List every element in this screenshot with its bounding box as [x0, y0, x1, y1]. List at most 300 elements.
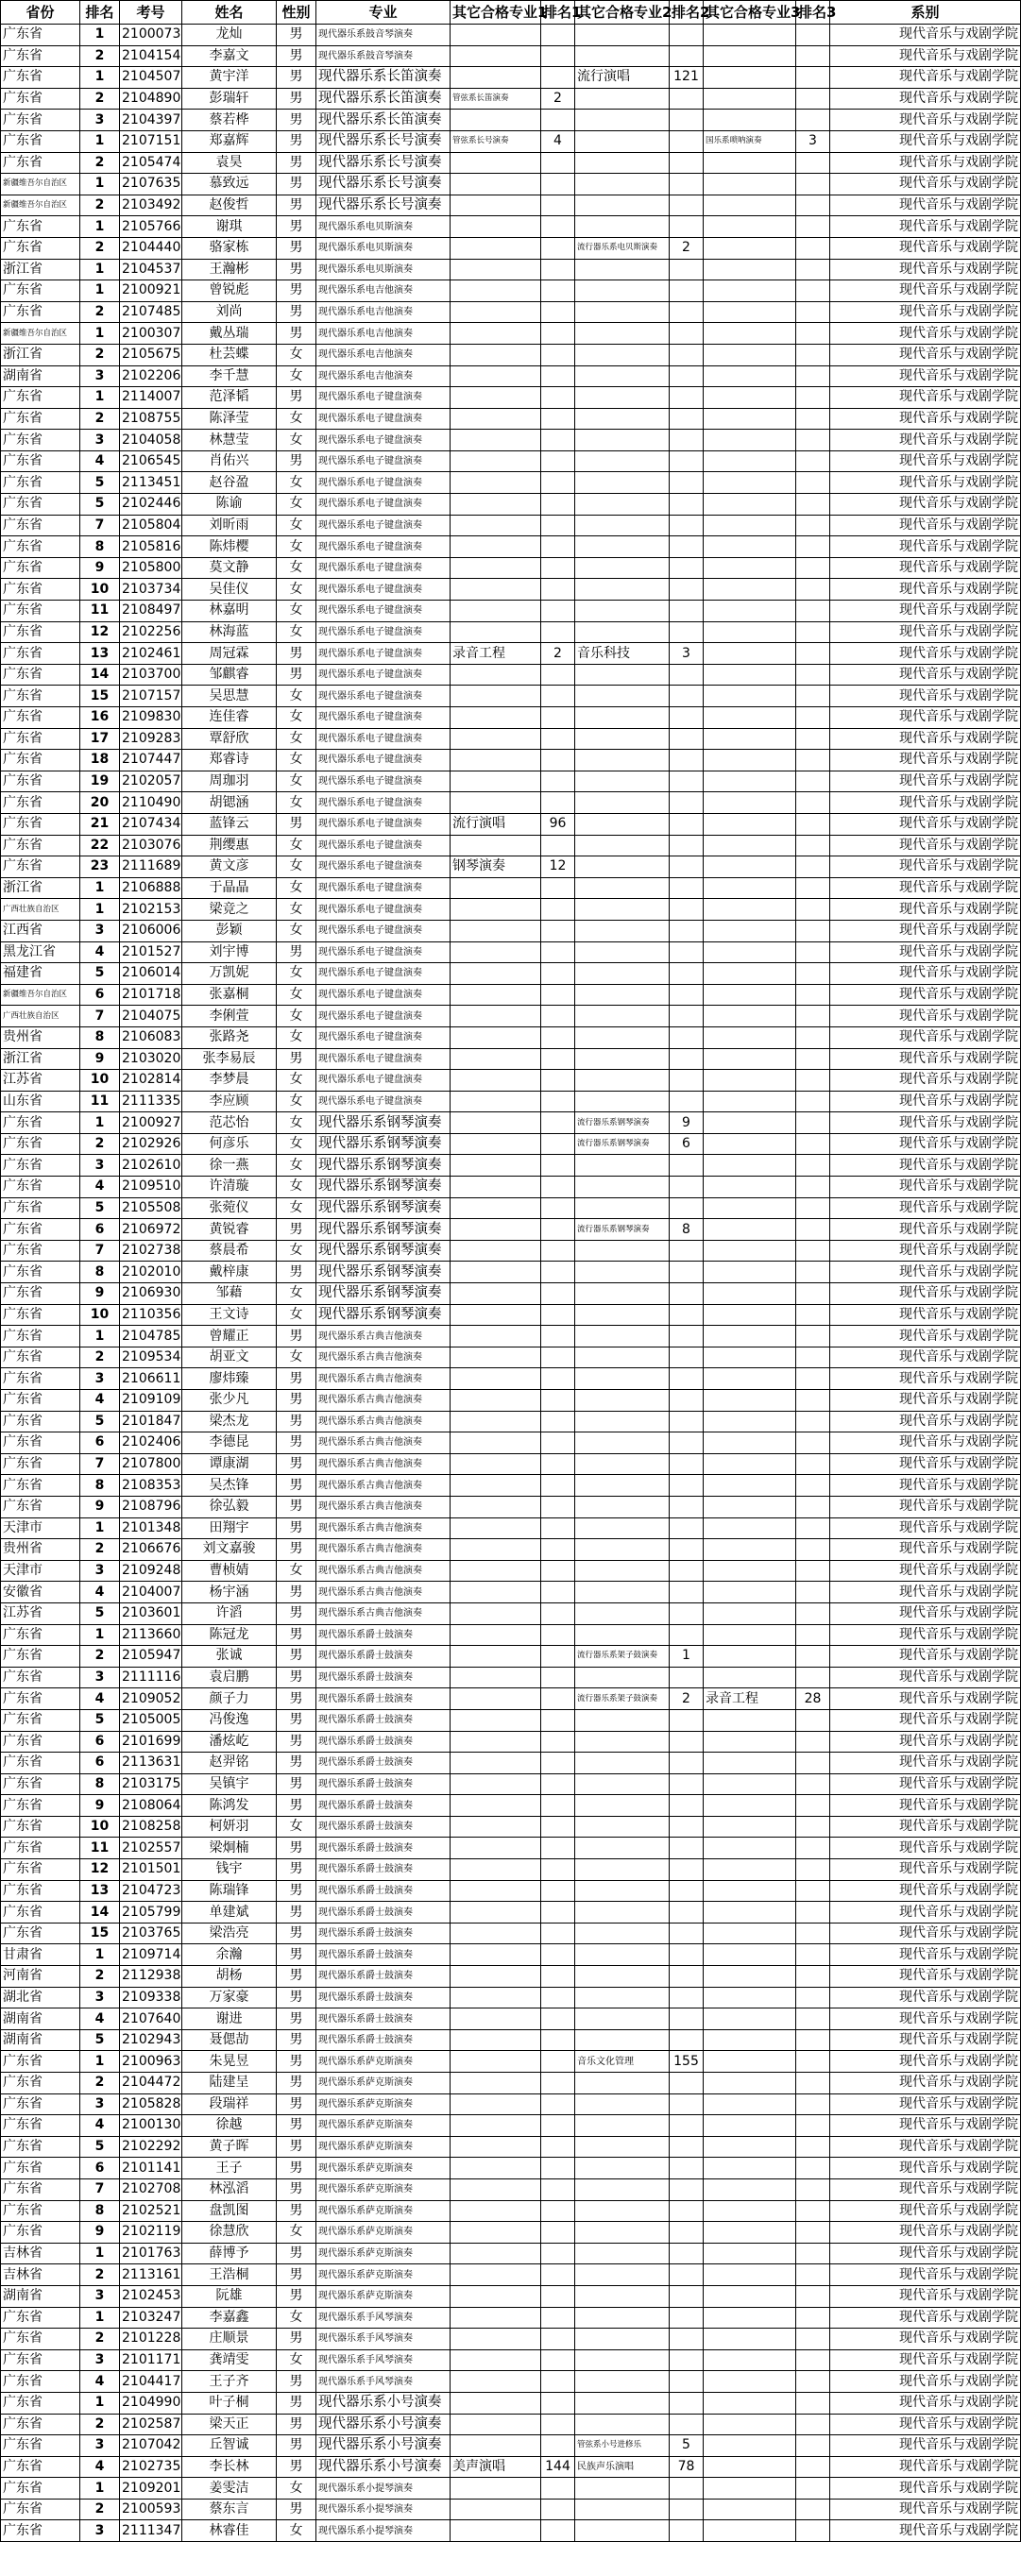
rank-1-cell: [541, 1773, 575, 1795]
rank-2-cell: [670, 110, 704, 131]
province-cell: 广东省: [1, 1304, 80, 1326]
table-row: [1, 877, 1021, 899]
rank-3-cell: [796, 2456, 830, 2478]
province-cell: 浙江省: [1, 259, 80, 280]
table-row: [1, 1688, 1021, 1710]
other-major-2-cell: [575, 1602, 670, 1624]
department-cell: 现代音乐与戏剧学院: [830, 88, 1021, 110]
table-row: [1, 1966, 1021, 1988]
other-major-2-cell: [575, 1880, 670, 1902]
department-cell: 现代音乐与戏剧学院: [830, 1624, 1021, 1646]
exam-number-cell: 2102119: [120, 2222, 182, 2244]
other-major-3-cell: [704, 941, 796, 963]
exam-number-cell: 2106545: [120, 450, 182, 472]
other-major-1-cell: [451, 664, 541, 686]
gender-cell: 男: [277, 1624, 316, 1646]
other-major-2-cell: [575, 1709, 670, 1731]
other-major-2-cell: [575, 1475, 670, 1497]
exam-number-cell: 2106972: [120, 1219, 182, 1241]
province-cell: 甘肃省: [1, 1944, 80, 1966]
other-major-3-cell: [704, 408, 796, 430]
gender-cell: 男: [277, 1923, 316, 1944]
gender-cell: 男: [277, 813, 316, 835]
rank-1-cell: [541, 920, 575, 941]
other-major-3-cell: [704, 1475, 796, 1497]
rank-2-cell: [670, 1347, 704, 1368]
rank-3-cell: [796, 430, 830, 451]
rank-3-cell: [796, 110, 830, 131]
rank-1-cell: [541, 344, 575, 365]
rank-cell: 3: [80, 1368, 120, 1390]
table-row: [1, 67, 1021, 89]
major-cell: 现代器乐系古典吉他演奏: [316, 1326, 451, 1347]
other-major-3-cell: [704, 1838, 796, 1859]
other-major-2-cell: [575, 2371, 670, 2393]
gender-cell: 男: [277, 1602, 316, 1624]
gender-cell: 男: [277, 1731, 316, 1753]
rank-2-cell: [670, 344, 704, 365]
rank-1-cell: [541, 1880, 575, 1902]
department-cell: 现代音乐与戏剧学院: [830, 1026, 1021, 1048]
exam-number-cell: 2100307: [120, 323, 182, 345]
department-cell: 现代音乐与戏剧学院: [830, 813, 1021, 835]
gender-cell: 男: [277, 643, 316, 665]
major-cell: 现代器乐系萨克斯演奏: [316, 2073, 451, 2094]
rank-1-cell: [541, 1667, 575, 1688]
gender-cell: 女: [277, 2222, 316, 2244]
rank-2-cell: 8: [670, 1219, 704, 1241]
name-cell: 林睿佳: [182, 2520, 277, 2542]
rank-2-cell: [670, 1155, 704, 1177]
exam-number-cell: 2104058: [120, 430, 182, 451]
rank-1-cell: [541, 237, 575, 259]
rank-3-cell: [796, 1795, 830, 1817]
department-cell: 现代音乐与戏剧学院: [830, 2222, 1021, 2244]
exam-number-cell: 2104990: [120, 2392, 182, 2414]
other-major-2-cell: [575, 365, 670, 387]
rank-cell: 3: [80, 1155, 120, 1177]
rank-3-cell: [796, 365, 830, 387]
rank-1-cell: [541, 1709, 575, 1731]
province-cell: 黑龙江省: [1, 941, 80, 963]
major-cell: 现代器乐系爵士鼓演奏: [316, 1731, 451, 1753]
exam-number-cell: 2109248: [120, 1560, 182, 1582]
name-cell: 连佳睿: [182, 707, 277, 729]
major-cell: 现代器乐系电子键盘演奏: [316, 920, 451, 941]
other-major-3-cell: [704, 2073, 796, 2094]
other-major-2-cell: [575, 2136, 670, 2158]
rank-1-cell: [541, 2264, 575, 2286]
major-cell: 现代器乐系电子键盘演奏: [316, 750, 451, 771]
rank-2-cell: [670, 1177, 704, 1198]
other-major-1-cell: [451, 1816, 541, 1838]
other-major-1-cell: 美声演唱: [451, 2456, 541, 2478]
other-major-2-cell: [575, 1667, 670, 1688]
rank-2-cell: [670, 515, 704, 536]
major-cell: 现代器乐系电吉他演奏: [316, 301, 451, 323]
rank-2-cell: [670, 1987, 704, 2008]
rank-1-cell: [541, 2307, 575, 2329]
major-cell: 现代器乐系手风琴演奏: [316, 2349, 451, 2371]
name-cell: 王浩桐: [182, 2264, 277, 2286]
major-cell: 现代器乐系电子键盘演奏: [316, 963, 451, 985]
other-major-2-cell: [575, 195, 670, 216]
name-cell: 阮雄: [182, 2285, 277, 2307]
other-major-1-cell: [451, 2158, 541, 2179]
exam-number-cell: 2100921: [120, 280, 182, 302]
exam-number-cell: 2105474: [120, 152, 182, 174]
rank-2-cell: [670, 472, 704, 494]
department-cell: 现代音乐与戏剧学院: [830, 1773, 1021, 1795]
other-major-2-cell: [575, 835, 670, 856]
rank-3-cell: [796, 664, 830, 686]
exam-number-cell: 2105675: [120, 344, 182, 365]
name-cell: 梁杰龙: [182, 1411, 277, 1432]
other-major-3-cell: [704, 2243, 796, 2264]
rank-1-cell: [541, 2414, 575, 2435]
other-major-2-cell: [575, 152, 670, 174]
province-cell: 广东省: [1, 771, 80, 792]
name-cell: 梁浩亮: [182, 1923, 277, 1944]
name-cell: 李应顾: [182, 1091, 277, 1112]
name-cell: 龚靖雯: [182, 2349, 277, 2371]
other-major-3-cell: [704, 2264, 796, 2286]
exam-number-cell: 2101348: [120, 1517, 182, 1539]
exam-number-cell: 2110490: [120, 792, 182, 814]
department-cell: 现代音乐与戏剧学院: [830, 1560, 1021, 1582]
gender-cell: 女: [277, 686, 316, 707]
rank-3-cell: [796, 984, 830, 1006]
header-gender: 性别: [277, 1, 316, 25]
table-row: [1, 813, 1021, 835]
rank-cell: 8: [80, 1026, 120, 1048]
rank-cell: 3: [80, 2093, 120, 2115]
table-row: [1, 2499, 1021, 2520]
rank-2-cell: [670, 1390, 704, 1412]
other-major-3-cell: [704, 1453, 796, 1475]
department-cell: 现代音乐与戏剧学院: [830, 472, 1021, 494]
rank-cell: 23: [80, 856, 120, 878]
name-cell: 彭瑞轩: [182, 88, 277, 110]
exam-number-cell: 2105816: [120, 536, 182, 558]
gender-cell: 女: [277, 899, 316, 921]
exam-number-cell: 2107042: [120, 2435, 182, 2457]
exam-number-cell: 2102256: [120, 621, 182, 643]
rank-1-cell: [541, 1112, 575, 1134]
other-major-3-cell: [704, 450, 796, 472]
table-row: [1, 2285, 1021, 2307]
other-major-3-cell: [704, 2307, 796, 2329]
gender-cell: 男: [277, 130, 316, 152]
exam-number-cell: 2111335: [120, 1091, 182, 1112]
province-cell: 广东省: [1, 2200, 80, 2222]
other-major-1-cell: [451, 1902, 541, 1924]
rank-1-cell: [541, 301, 575, 323]
rank-3-cell: [796, 1453, 830, 1475]
rank-cell: 9: [80, 1795, 120, 1817]
rank-1-cell: [541, 1582, 575, 1603]
name-cell: 郑睿诗: [182, 750, 277, 771]
other-major-2-cell: [575, 450, 670, 472]
other-major-2-cell: [575, 1624, 670, 1646]
exam-number-cell: 2101527: [120, 941, 182, 963]
major-cell: 现代器乐系爵士鼓演奏: [316, 1646, 451, 1668]
rank-3-cell: [796, 1667, 830, 1688]
table-row: [1, 1453, 1021, 1475]
name-cell: 张李易辰: [182, 1048, 277, 1070]
rank-cell: 3: [80, 1560, 120, 1582]
other-major-1-cell: [451, 1646, 541, 1668]
other-major-2-cell: [575, 1262, 670, 1283]
rank-cell: 2: [80, 45, 120, 67]
rank-2-cell: [670, 365, 704, 387]
gender-cell: 女: [277, 1283, 316, 1305]
rank-cell: 1: [80, 2478, 120, 2500]
province-cell: 广东省: [1, 2349, 80, 2371]
gender-cell: 男: [277, 2499, 316, 2520]
rank-1-cell: [541, 1006, 575, 1027]
other-major-3-cell: [704, 2371, 796, 2393]
rank-3-cell: [796, 1582, 830, 1603]
other-major-3-cell: [704, 1177, 796, 1198]
table-row: [1, 1560, 1021, 1582]
table-row: [1, 1091, 1021, 1112]
rank-1-cell: [541, 2285, 575, 2307]
other-major-1-cell: [451, 2371, 541, 2393]
other-major-2-cell: [575, 621, 670, 643]
rank-1-cell: [541, 515, 575, 536]
table-row: [1, 536, 1021, 558]
table-row: [1, 1923, 1021, 1944]
major-cell: 现代器乐系电子键盘演奏: [316, 430, 451, 451]
rank-cell: 3: [80, 920, 120, 941]
header-row: [1, 1, 1021, 25]
rank-cell: 5: [80, 1197, 120, 1219]
table-row: [1, 1475, 1021, 1497]
major-cell: 现代器乐系古典吉他演奏: [316, 1602, 451, 1624]
name-cell: 李嘉文: [182, 45, 277, 67]
other-major-3-cell: [704, 835, 796, 856]
rank-3-cell: [796, 1624, 830, 1646]
department-cell: 现代音乐与戏剧学院: [830, 2073, 1021, 2094]
rank-2-cell: [670, 152, 704, 174]
exam-number-cell: 2106930: [120, 1283, 182, 1305]
other-major-1-cell: [451, 494, 541, 516]
rank-2-cell: 155: [670, 2051, 704, 2073]
rank-2-cell: [670, 1070, 704, 1092]
other-major-3-cell: [704, 174, 796, 195]
gender-cell: 女: [277, 1816, 316, 1838]
department-cell: 现代音乐与戏剧学院: [830, 1368, 1021, 1390]
major-cell: 现代器乐系电子键盘演奏: [316, 472, 451, 494]
rank-1-cell: [541, 2200, 575, 2222]
rank-2-cell: [670, 387, 704, 409]
major-cell: 现代器乐系钢琴演奏: [316, 1219, 451, 1241]
department-cell: 现代音乐与戏剧学院: [830, 536, 1021, 558]
other-major-1-cell: [451, 621, 541, 643]
table-row: [1, 1326, 1021, 1347]
table-row: [1, 1646, 1021, 1668]
rank-2-cell: [670, 1496, 704, 1517]
name-cell: 黄子晖: [182, 2136, 277, 2158]
other-major-3-cell: [704, 1411, 796, 1432]
rank-2-cell: 78: [670, 2456, 704, 2478]
gender-cell: 男: [277, 450, 316, 472]
other-major-2-cell: [575, 2329, 670, 2350]
province-cell: 广东省: [1, 1262, 80, 1283]
rank-1-cell: [541, 1859, 575, 1881]
major-cell: 现代器乐系长笛演奏: [316, 110, 451, 131]
rank-1-cell: [541, 728, 575, 750]
rank-3-cell: [796, 1944, 830, 1966]
name-cell: 段瑞祥: [182, 2093, 277, 2115]
other-major-1-cell: [451, 536, 541, 558]
rank-cell: 10: [80, 579, 120, 601]
rank-cell: 1: [80, 216, 120, 238]
exam-number-cell: 2109830: [120, 707, 182, 729]
other-major-2-cell: [575, 88, 670, 110]
major-cell: 现代器乐系爵士鼓演奏: [316, 1709, 451, 1731]
name-cell: 刘尚: [182, 301, 277, 323]
name-cell: 吴镇宇: [182, 1773, 277, 1795]
department-cell: 现代音乐与戏剧学院: [830, 2051, 1021, 2073]
rank-3-cell: [796, 1859, 830, 1881]
rank-2-cell: [670, 1517, 704, 1539]
other-major-2-cell: [575, 1240, 670, 1262]
other-major-1-cell: [451, 2414, 541, 2435]
rank-3-cell: [796, 152, 830, 174]
major-cell: 现代器乐系电贝斯演奏: [316, 237, 451, 259]
major-cell: 现代器乐系电子键盘演奏: [316, 1070, 451, 1092]
other-major-2-cell: [575, 130, 670, 152]
gender-cell: 女: [277, 1091, 316, 1112]
gender-cell: 男: [277, 1432, 316, 1454]
other-major-3-cell: [704, 1731, 796, 1753]
rank-cell: 4: [80, 2115, 120, 2137]
rank-1-cell: [541, 601, 575, 622]
gender-cell: 男: [277, 1944, 316, 1966]
name-cell: 吴杰锋: [182, 1475, 277, 1497]
rank-2-cell: 6: [670, 1133, 704, 1155]
gender-cell: 男: [277, 2456, 316, 2478]
rank-cell: 6: [80, 1753, 120, 1774]
department-cell: 现代音乐与戏剧学院: [830, 899, 1021, 921]
province-cell: 广东省: [1, 1475, 80, 1497]
other-major-2-cell: [575, 2008, 670, 2030]
other-major-3-cell: [704, 1795, 796, 1817]
other-major-2-cell: [575, 430, 670, 451]
other-major-3-cell: 国乐系唢呐演奏: [704, 130, 796, 152]
table-row: [1, 365, 1021, 387]
other-major-1-cell: [451, 387, 541, 409]
rank-1-cell: [541, 877, 575, 899]
province-cell: 湖南省: [1, 2285, 80, 2307]
name-cell: 万凯妮: [182, 963, 277, 985]
table-row: [1, 1219, 1021, 1241]
other-major-3-cell: [704, 45, 796, 67]
province-cell: 广东省: [1, 2158, 80, 2179]
major-cell: 现代器乐系古典吉他演奏: [316, 1432, 451, 1454]
rank-1-cell: [541, 1496, 575, 1517]
other-major-1-cell: [451, 2392, 541, 2414]
rank-cell: 5: [80, 472, 120, 494]
department-cell: 现代音乐与戏剧学院: [830, 344, 1021, 365]
rank-cell: 17: [80, 728, 120, 750]
table-row: [1, 1048, 1021, 1070]
gender-cell: 男: [277, 387, 316, 409]
department-cell: 现代音乐与戏剧学院: [830, 1432, 1021, 1454]
rank-2-cell: [670, 2285, 704, 2307]
rank-cell: 1: [80, 1944, 120, 1966]
gender-cell: 男: [277, 152, 316, 174]
province-cell: 广东省: [1, 1390, 80, 1412]
other-major-3-cell: [704, 2222, 796, 2244]
exam-number-cell: 2103247: [120, 2307, 182, 2329]
rank-3-cell: [796, 1646, 830, 1668]
other-major-3-cell: [704, 515, 796, 536]
exam-number-cell: 2102708: [120, 2178, 182, 2200]
table-row: [1, 1944, 1021, 1966]
other-major-1-cell: [451, 2329, 541, 2350]
province-cell: 新疆维吾尔自治区: [1, 195, 80, 216]
major-cell: 现代器乐系小提琴演奏: [316, 2499, 451, 2520]
province-cell: 贵州省: [1, 1026, 80, 1048]
other-major-1-cell: [451, 1624, 541, 1646]
province-cell: 广东省: [1, 2178, 80, 2200]
department-cell: 现代音乐与戏剧学院: [830, 1902, 1021, 1924]
table-row: [1, 1411, 1021, 1432]
province-cell: 广东省: [1, 2307, 80, 2329]
name-cell: 龙灿: [182, 25, 277, 46]
province-cell: 江苏省: [1, 1070, 80, 1092]
other-major-3-cell: [704, 557, 796, 579]
major-cell: 现代器乐系爵士鼓演奏: [316, 1966, 451, 1988]
rank-2-cell: [670, 1048, 704, 1070]
header-rank-3: 排名3: [796, 1, 830, 25]
department-cell: 现代音乐与戏剧学院: [830, 686, 1021, 707]
gender-cell: 女: [277, 728, 316, 750]
table-row: [1, 2073, 1021, 2094]
rank-3-cell: [796, 1048, 830, 1070]
province-cell: 广东省: [1, 67, 80, 89]
rank-3-cell: [796, 1709, 830, 1731]
name-cell: 林慧莹: [182, 430, 277, 451]
province-cell: 广东省: [1, 130, 80, 152]
other-major-1-cell: [451, 2029, 541, 2051]
rank-2-cell: [670, 1731, 704, 1753]
other-major-1-cell: [451, 1390, 541, 1412]
major-cell: 现代器乐系电吉他演奏: [316, 323, 451, 345]
rank-1-cell: [541, 1753, 575, 1774]
name-cell: 王瀚彬: [182, 259, 277, 280]
table-row: [1, 750, 1021, 771]
exam-number-cell: 2103076: [120, 835, 182, 856]
other-major-3-cell: [704, 88, 796, 110]
gender-cell: 男: [277, 1582, 316, 1603]
rank-cell: 6: [80, 984, 120, 1006]
department-cell: 现代音乐与戏剧学院: [830, 963, 1021, 985]
rank-1-cell: [541, 2073, 575, 2094]
other-major-1-cell: [451, 1731, 541, 1753]
other-major-1-cell: [451, 515, 541, 536]
other-major-3-cell: [704, 1517, 796, 1539]
other-major-2-cell: [575, 408, 670, 430]
other-major-1-cell: [451, 2200, 541, 2222]
other-major-2-cell: [575, 877, 670, 899]
other-major-2-cell: [575, 2200, 670, 2222]
department-cell: 现代音乐与戏剧学院: [830, 1709, 1021, 1731]
other-major-3-cell: [704, 856, 796, 878]
